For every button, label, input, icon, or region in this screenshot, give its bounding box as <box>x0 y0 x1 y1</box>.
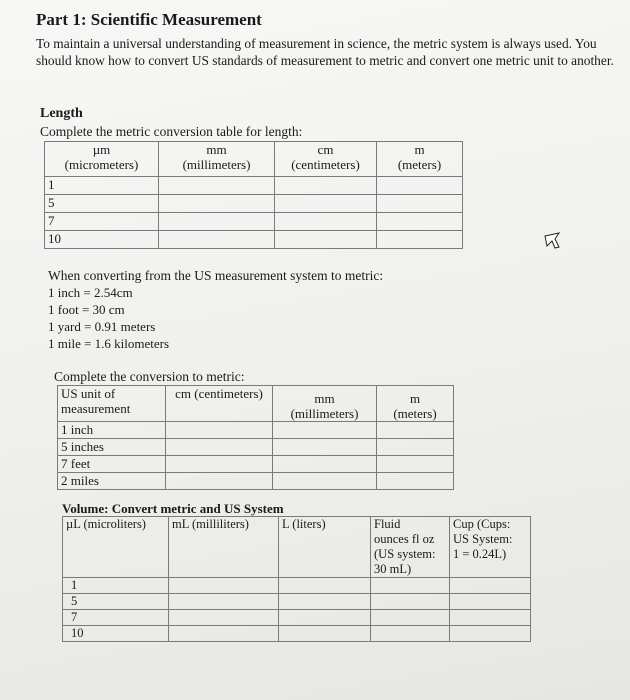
header-centimeters-name: (centimeters) <box>291 157 360 172</box>
conversion-line: 1 mile = 1.6 kilometers <box>48 336 170 351</box>
header-millimeters-name: (millimeters) <box>182 157 251 172</box>
row-value: 7 feet <box>58 456 166 473</box>
answer-cell[interactable] <box>377 456 454 473</box>
volume-table <box>62 516 531 642</box>
header-millimeters <box>273 386 377 422</box>
header-centimeters-unit: cm <box>317 142 334 157</box>
header-cups-line1: Cup (Cups: <box>453 517 511 531</box>
row-value: 7 <box>63 610 169 626</box>
row-value: 1 <box>45 177 159 195</box>
table-row <box>63 626 531 642</box>
volume-table-header <box>63 517 531 578</box>
table-row <box>45 177 463 195</box>
header-liters-label: L (liters) <box>282 517 326 531</box>
metric-table-header <box>58 386 454 422</box>
metric-instruction: Complete the conversion to metric: <box>54 369 245 384</box>
table-row <box>63 594 531 610</box>
header-fluid-ounces-line1: Fluid <box>374 517 401 531</box>
header-centimeters <box>166 386 273 422</box>
answer-cell[interactable] <box>377 177 463 195</box>
header-microliters <box>63 517 169 578</box>
intro-paragraph: To maintain a universal understanding of measurement in science, the metric system is always used. You should know how to convert US standards of measurement to metric and convert one metric unit to another. <box>36 36 614 68</box>
header-meters-unit: m <box>409 391 421 406</box>
row-value: 2 miles <box>58 473 166 490</box>
answer-cell[interactable] <box>273 439 377 456</box>
answer-cell[interactable] <box>377 213 463 231</box>
answer-cell[interactable] <box>279 578 371 594</box>
row-value: 5 <box>63 594 169 610</box>
conversion-line: 1 yard = 0.91 meters <box>48 319 156 334</box>
answer-cell[interactable] <box>450 610 531 626</box>
table-row <box>58 422 454 439</box>
answer-cell[interactable] <box>166 422 273 439</box>
answer-cell[interactable] <box>273 456 377 473</box>
header-cups <box>450 517 531 578</box>
header-cups-line2: US System: <box>453 532 513 546</box>
header-fluid-ounces <box>371 517 450 578</box>
answer-cell[interactable] <box>159 177 275 195</box>
table-row <box>58 473 454 490</box>
table-row <box>45 195 463 213</box>
us-conversion-intro: When converting from the US measurement system to metric: <box>48 268 384 283</box>
header-milliliters-label: mL (milliliters) <box>172 517 249 531</box>
row-value: 10 <box>63 626 169 642</box>
row-value: 5 <box>45 195 159 213</box>
answer-cell[interactable] <box>273 473 377 490</box>
header-micrometers-unit: µm <box>92 142 111 157</box>
length-heading: Length <box>40 106 83 121</box>
answer-cell[interactable] <box>275 231 377 249</box>
header-us-unit-line1: US unit of <box>61 386 116 401</box>
answer-cell[interactable] <box>166 456 273 473</box>
answer-cell[interactable] <box>169 610 279 626</box>
header-micrometers <box>45 142 159 177</box>
table-row <box>63 578 531 594</box>
answer-cell[interactable] <box>279 626 371 642</box>
answer-cell[interactable] <box>377 473 454 490</box>
row-value: 10 <box>45 231 159 249</box>
header-centimeters-label: cm (centimeters) <box>175 386 263 401</box>
table-row <box>58 456 454 473</box>
table-row <box>58 439 454 456</box>
answer-cell[interactable] <box>159 195 275 213</box>
row-value: 1 inch <box>58 422 166 439</box>
conversion-line: 1 inch = 2.54cm <box>48 285 133 300</box>
header-meters-name: (meters) <box>393 406 437 421</box>
header-meters-unit: m <box>414 142 425 157</box>
header-millimeters-unit: mm <box>314 391 335 406</box>
volume-heading: Volume: Convert metric and US System <box>62 501 284 516</box>
answer-cell[interactable] <box>377 422 454 439</box>
metric-table <box>57 385 454 490</box>
header-micrometers-name: (micrometers) <box>64 157 139 172</box>
answer-cell[interactable] <box>450 578 531 594</box>
answer-cell[interactable] <box>371 578 450 594</box>
answer-cell[interactable] <box>377 195 463 213</box>
answer-cell[interactable] <box>279 594 371 610</box>
answer-cell[interactable] <box>275 177 377 195</box>
header-fluid-ounces-line2: ounces fl oz <box>374 532 435 546</box>
table-row <box>63 610 531 626</box>
answer-cell[interactable] <box>159 213 275 231</box>
answer-cell[interactable] <box>169 626 279 642</box>
header-millimeters-name: (millimeters) <box>290 406 359 421</box>
answer-cell[interactable] <box>159 231 275 249</box>
header-us-unit-line2: measurement <box>61 401 131 416</box>
answer-cell[interactable] <box>371 610 450 626</box>
answer-cell[interactable] <box>273 422 377 439</box>
answer-cell[interactable] <box>279 610 371 626</box>
answer-cell[interactable] <box>450 626 531 642</box>
answer-cell[interactable] <box>275 195 377 213</box>
answer-cell[interactable] <box>166 473 273 490</box>
table-row <box>45 231 463 249</box>
table-row <box>45 213 463 231</box>
header-cups-line3: 1 = 0.24L) <box>453 547 507 561</box>
length-instruction: Complete the metric conversion table for length: <box>40 124 303 139</box>
answer-cell[interactable] <box>166 439 273 456</box>
mouse-cursor-icon <box>543 230 561 252</box>
answer-cell[interactable] <box>450 594 531 610</box>
length-table <box>44 141 463 249</box>
header-meters <box>377 386 454 422</box>
header-microliters-label: µL (microliters) <box>66 517 146 531</box>
header-centimeters <box>275 142 377 177</box>
row-value: 1 <box>63 578 169 594</box>
us-conversion-list <box>48 284 169 352</box>
answer-cell[interactable] <box>169 594 279 610</box>
row-value: 7 <box>45 213 159 231</box>
header-millimeters-unit: mm <box>206 142 227 157</box>
answer-cell[interactable] <box>377 231 463 249</box>
conversion-line: 1 foot = 30 cm <box>48 302 125 317</box>
header-fluid-ounces-line4: 30 mL) <box>374 562 412 576</box>
length-table-header <box>45 142 463 177</box>
answer-cell[interactable] <box>371 594 450 610</box>
row-value: 5 inches <box>58 439 166 456</box>
header-liters <box>279 517 371 578</box>
header-us-unit <box>58 386 166 422</box>
answer-cell[interactable] <box>371 626 450 642</box>
header-meters <box>377 142 463 177</box>
answer-cell[interactable] <box>169 578 279 594</box>
header-fluid-ounces-line3: (US system: <box>374 547 436 561</box>
page-title: Part 1: Scientific Measurement <box>36 10 262 29</box>
answer-cell[interactable] <box>275 213 377 231</box>
header-meters-name: (meters) <box>397 157 442 172</box>
header-milliliters <box>169 517 279 578</box>
header-millimeters <box>159 142 275 177</box>
answer-cell[interactable] <box>377 439 454 456</box>
